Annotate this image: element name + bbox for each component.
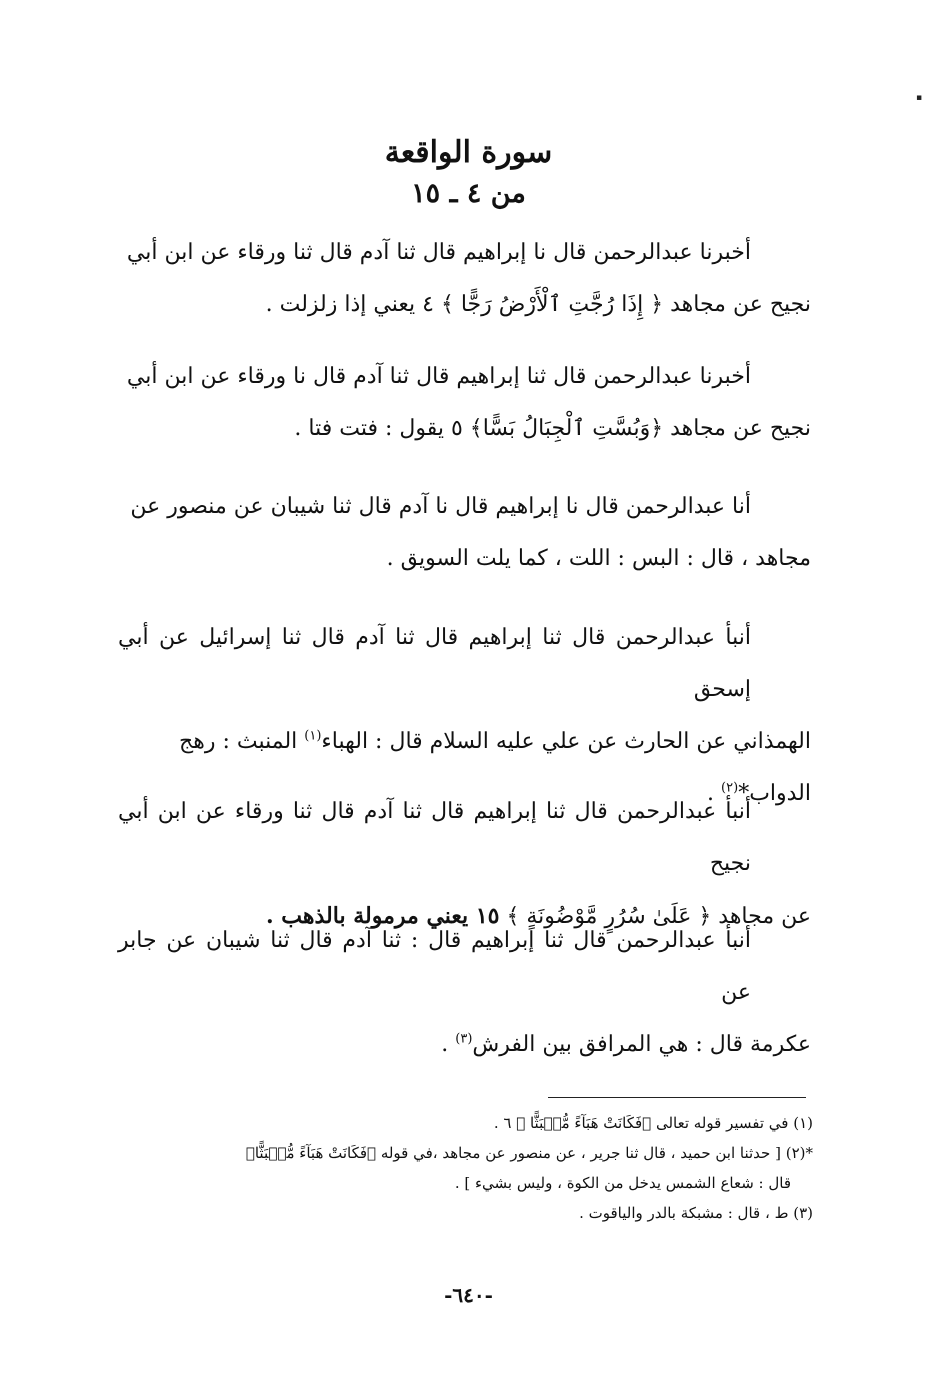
paragraph-line: أنبأ عبدالرحمن قال ثنا إبراهيم قال ثنا آدم قال ثنا إسرائيل عن أبي إسحق bbox=[118, 625, 751, 702]
page-number: -٦٤٠- bbox=[444, 1283, 493, 1307]
paragraph-text: المنبث : رهج bbox=[179, 729, 305, 754]
narration-paragraph-3 bbox=[118, 481, 811, 585]
footnote-ref-1[interactable]: (١) bbox=[304, 728, 322, 744]
footnotes bbox=[118, 1108, 813, 1228]
footnote-2-continued: قال : شعاع الشمس يدخل من الكوة ، وليس بشيء ] . bbox=[454, 1174, 791, 1192]
paragraph-text: الدواب* bbox=[738, 781, 811, 806]
footnote-ref-2[interactable]: (٢) bbox=[721, 780, 739, 796]
paragraph-text: . bbox=[441, 1032, 456, 1057]
paragraph-text: . bbox=[707, 781, 722, 806]
paragraph-line: أنا عبدالرحمن قال نا إبراهيم قال نا آدم قال ثنا شيبان عن منصور عن bbox=[130, 494, 751, 519]
paragraph-text: ١٥ يعني مرمولة بالذهب . bbox=[265, 903, 500, 929]
quran-verse: ﴿وَبُسَّتِ ٱلْجِبَالُ بَسًّا﴾ bbox=[469, 416, 664, 441]
footnote-2: *(٢) [ حدثنا ابن حميد ، قال ثنا جرير ، عن منصور عن مجاهد ،في قوله ﴿فَكَانَتْ هَبَآءً مُّنۢبَثًّا﴾ bbox=[245, 1144, 813, 1162]
footnote-1: (١) في تفسير قوله تعالى ﴿فَكَانَتْ هَبَآءً مُّنۢبَثًّا ﴾ ٦ . bbox=[493, 1114, 813, 1132]
quran-verse: ﴿ عَلَىٰ سُرُرٍ مَّوْضُونَةٍ ﴾ bbox=[506, 904, 712, 929]
paragraph-line: أخبرنا عبدالرحمن قال ثنا إبراهيم قال ثنا آدم قال نا ورقاء عن ابن أبي bbox=[126, 364, 751, 389]
paragraph-line: أنبأ عبدالرحمن قال ثنا إبراهيم قال : ثنا آدم قال ثنا شيبان عن جابر عن bbox=[118, 928, 751, 1005]
narration-paragraph-1 bbox=[118, 227, 811, 331]
paragraph-text: نجيح عن مجاهد bbox=[670, 292, 811, 317]
paragraph-text: ٤ يعني إذا زلزلت . bbox=[265, 292, 434, 317]
footnote-3: (٣) ط ، قال : مشبكة بالدر والياقوت . bbox=[579, 1204, 813, 1222]
narration-paragraph-2 bbox=[118, 351, 811, 455]
footnote-divider bbox=[548, 1097, 806, 1098]
paragraph-text: عكرمة قال : هي المرافق بين الفرش bbox=[472, 1032, 811, 1057]
paragraph-text: نجيح عن مجاهد bbox=[670, 416, 811, 441]
paragraph-text: الهمذاني عن الحارث عن علي عليه السلام قال : الهباء bbox=[321, 729, 811, 754]
paragraph-line: أخبرنا عبدالرحمن قال نا إبراهيم قال ثنا آدم قال ثنا ورقاء عن ابن أبي bbox=[126, 240, 751, 265]
paragraph-line: أنبأ عبدالرحمن قال ثنا إبراهيم قال ثنا آدم قال ثنا ورقاء عن ابن أبي نجيح bbox=[118, 799, 751, 876]
surah-title: سورة الواقعة bbox=[384, 135, 553, 170]
paragraph-text: مجاهد ، قال : البس : اللت ، كما يلت السويق . bbox=[386, 546, 811, 571]
footnote-ref-3[interactable]: (٣) bbox=[455, 1031, 473, 1047]
quran-verse: ﴿ إِذَا رُجَّتِ ٱلْأَرْضُ رَجًّا ﴾ bbox=[440, 292, 664, 317]
page-corner-mark: ▪ bbox=[916, 93, 923, 103]
paragraph-text: عن مجاهد bbox=[718, 904, 811, 929]
paragraph-text: ٥ يقول : فتت فتا . bbox=[294, 416, 463, 441]
narration-paragraph-6 bbox=[118, 915, 811, 1071]
verse-range: من ٤ ـ ١٥ bbox=[411, 178, 526, 209]
